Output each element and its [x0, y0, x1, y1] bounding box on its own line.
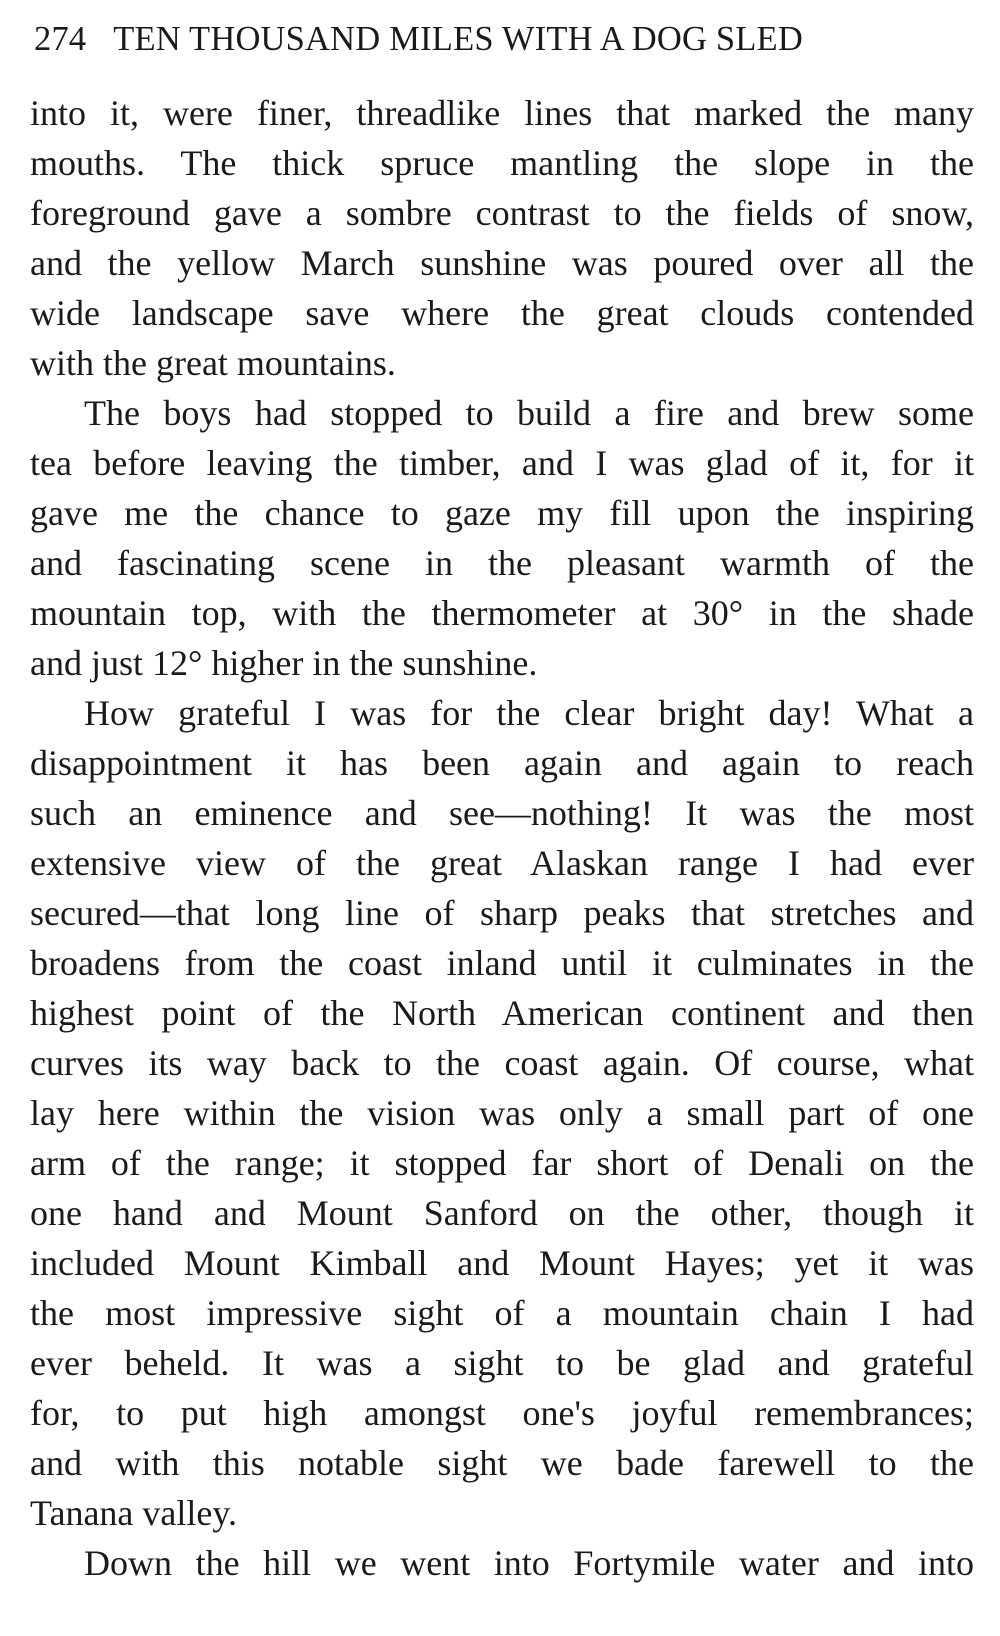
page-number: 274 — [34, 20, 87, 58]
text-line: and with this notable sight we bade farewell to the — [30, 1443, 974, 1483]
paragraph-3 — [30, 688, 974, 1538]
text-line: How grateful I was for the clear bright day! What a — [84, 693, 974, 733]
body-text — [30, 88, 974, 1588]
text-line: into it, were finer, threadlike lines that marked the many — [30, 93, 974, 133]
text-line: the most impressive sight of a mountain chain I had — [30, 1293, 974, 1333]
text-line: Tanana valley. — [30, 1493, 238, 1533]
paragraph-4 — [30, 1538, 974, 1588]
text-line: with the great mountains. — [30, 343, 396, 383]
book-title: TEN THOUSAND MILES WITH A DOG SLED — [113, 20, 803, 58]
paragraph-2 — [30, 388, 974, 688]
text-line: disappointment it has been again and again to reach — [30, 743, 974, 783]
text-line: included Mount Kimball and Mount Hayes; yet it was — [30, 1243, 974, 1283]
text-line: foreground gave a sombre contrast to the fields of snow, — [30, 193, 974, 233]
text-line: tea before leaving the timber, and I was glad of it, for it — [30, 443, 974, 483]
text-line: and the yellow March sunshine was poured over all the — [30, 243, 974, 283]
text-line: Down the hill we went into Fortymile water and into — [84, 1543, 974, 1583]
text-line: mountain top, with the thermometer at 30° in the shade — [30, 593, 974, 633]
text-line: ever beheld. It was a sight to be glad and grateful — [30, 1343, 974, 1383]
text-line: wide landscape save where the great clouds contended — [30, 293, 974, 333]
text-line: for, to put high amongst one's joyful remembrances; — [30, 1393, 974, 1433]
text-line: such an eminence and see—nothing! It was the most — [30, 793, 974, 833]
text-line: The boys had stopped to build a fire and brew some — [84, 393, 974, 433]
text-line: mouths. The thick spruce mantling the slope in the — [30, 143, 974, 183]
text-line: and just 12° higher in the sunshine. — [30, 643, 538, 683]
text-line: one hand and Mount Sanford on the other, though it — [30, 1193, 974, 1233]
text-line: extensive view of the great Alaskan range I had ever — [30, 843, 974, 883]
running-head — [34, 14, 946, 64]
paragraph-1 — [30, 88, 974, 388]
text-line: curves its way back to the coast again. Of course, what — [30, 1043, 974, 1083]
text-line: secured—that long line of sharp peaks that stretches and — [30, 893, 974, 933]
text-line: gave me the chance to gaze my fill upon the inspiring — [30, 493, 974, 533]
text-line: arm of the range; it stopped far short of Denali on the — [30, 1143, 974, 1183]
text-line: broadens from the coast inland until it culminates in the — [30, 943, 974, 983]
text-line: highest point of the North American continent and then — [30, 993, 974, 1033]
text-line: and fascinating scene in the pleasant warmth of the — [30, 543, 974, 583]
text-line: lay here within the vision was only a small part of one — [30, 1093, 974, 1133]
